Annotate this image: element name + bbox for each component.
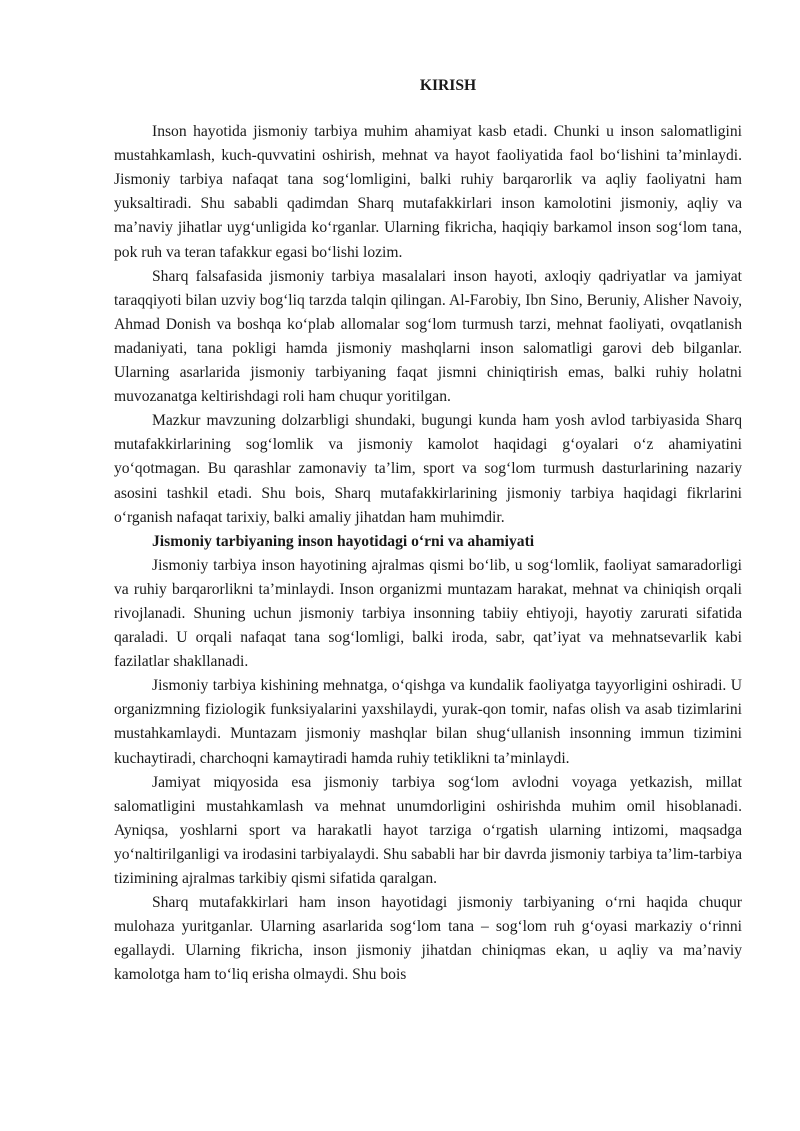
- paragraph: Sharq mutafakkirlari ham inson hayotidagi jismoniy tarbiyaning o‘rni haqida chuqur mulohaza yuritganlar. Ularning asarlarida sog‘lom tana – sog‘lom ruh g‘oyasi markaziy o‘rinni egallaydi. Ularning fikricha, inson jismoniy jihatdan chiniqmas ekan, u aqliy va ma’naviy kamolotga ham to‘liq erisha olmaydi. Shu bois: [114, 894, 742, 984]
- document-title: KIRISH: [419, 77, 477, 94]
- section-heading: Jismoniy tarbiyaning inson hayotidagi o‘rni va ahamiyati: [152, 532, 535, 550]
- paragraph: Jamiyat miqyosida esa jismoniy tarbiya sog‘lom avlodni voyaga yetkazish, millat salomatligini mustahkamlash va mehnat unumdorligini oshirishda muhim omil hisoblanadi. Ayniqsa, yoshlarni sport va harakatli hayot tarziga o‘rgatish ularning intizomi, maqsadga yo‘naltirilganligi va irodasini tarbiyalaydi. Shu sababli har bir davrda jismoniy tarbiya ta’lim-tarbiya tizimining ajralmas tarkibiy qismi sifatida qaralgan.: [114, 773, 742, 887]
- paragraph: Jismoniy tarbiya kishining mehnatga, o‘qishga va kundalik faoliyatga tayyorligini oshiradi. U organizmning fiziologik funksiyalarini yaxshilaydi, yurak-qon tomir, nafas olish va asab tizimlarini mustahkamlaydi. Muntazam jismoniy mashqlar bilan shug‘ullanish insonning immun tizimini kuchaytiradi, charchoqni kamaytiradi hamda ruhiy tetiklikni ta’minlaydi.: [114, 677, 742, 767]
- paragraph: Sharq falsafasida jismoniy tarbiya masalalari inson hayoti, axloqiy qadriyatlar va jamiyat taraqqiyoti bilan uzviy bog‘liq tarzda talqin qilingan. Al-Farobiy, Ibn Sino, Beruniy, Alisher Navoiy, Ahmad Donish va boshqa ko‘plab allomalar sog‘lom turmush tarzi, mehnat faoliyati, ovqatlanish madaniyati, tana pokligi hamda jismoniy mashqlarni inson salomatligi garovi deb bilganlar. Ularning asarlarida jismoniy tarbiyaning faqat jismni chiniqtirish emas, balki ruhiy holatni muvozanatga keltirishdagi roli ham chuqur yoritilgan.: [114, 267, 742, 406]
- paragraph: Inson hayotida jismoniy tarbiya muhim ahamiyat kasb etadi. Chunki u inson salomatligini mustahkamlash, kuch-quvvatini oshirish, mehnat va hayot faoliyatida faol bo‘lishini ta’minlaydi. Jismoniy tarbiya nafaqat tana sog‘lomligini, balki ruhiy barqarorlik va aqliy faoliyatni ham yuksaltiradi. Shu sababli qadimdan Sharq mutafakkirlari inson kamolotini jismoniy, aqliy va ma’naviy jihatlar uyg‘unligida ko‘rganlar. Ularning fikricha, haqiqiy barkamol inson sog‘lom tana, pok ruh va teran tafakkur egasi bo‘lishi lozim.: [114, 123, 742, 261]
- paragraph: Mazkur mavzuning dolzarbligi shundaki, bugungi kunda ham yosh avlod tarbiyasida Sharq mutafakkirlarining sog‘lomlik va jismoniy kamolot haqidagi g‘oyalari o‘z ahamiyatini yo‘qotmagan. Bu qarashlar zamonaviy ta’lim, sport va sog‘lom turmush dasturlarining nazariy asosini tashkil etadi. Shu bois, Sharq mutafakkirlarining jismoniy tarbiya haqidagi fikrlarini o‘rganish nafaqat tarixiy, balki amaliy jihatdan ham muhimdir.: [114, 412, 742, 526]
- document-page: [114, 74, 742, 987]
- paragraph: Jismoniy tarbiya inson hayotining ajralmas qismi bo‘lib, u sog‘lomlik, faoliyat samaradorligi va ruhiy barqarorlikni ta’minlaydi. Inson organizmi muntazam harakat, mehnat va chiniqish orqali rivojlanadi. Shuning uchun jismoniy tarbiya insonning tabiiy ehtiyoji, hayotiy zarurati sifatida qaraladi. U orqali nafaqat tana sog‘lomligi, balki iroda, sabr, qat’iyat va mehnatsevarlik kabi fazilatlar shakllanadi.: [114, 556, 742, 671]
